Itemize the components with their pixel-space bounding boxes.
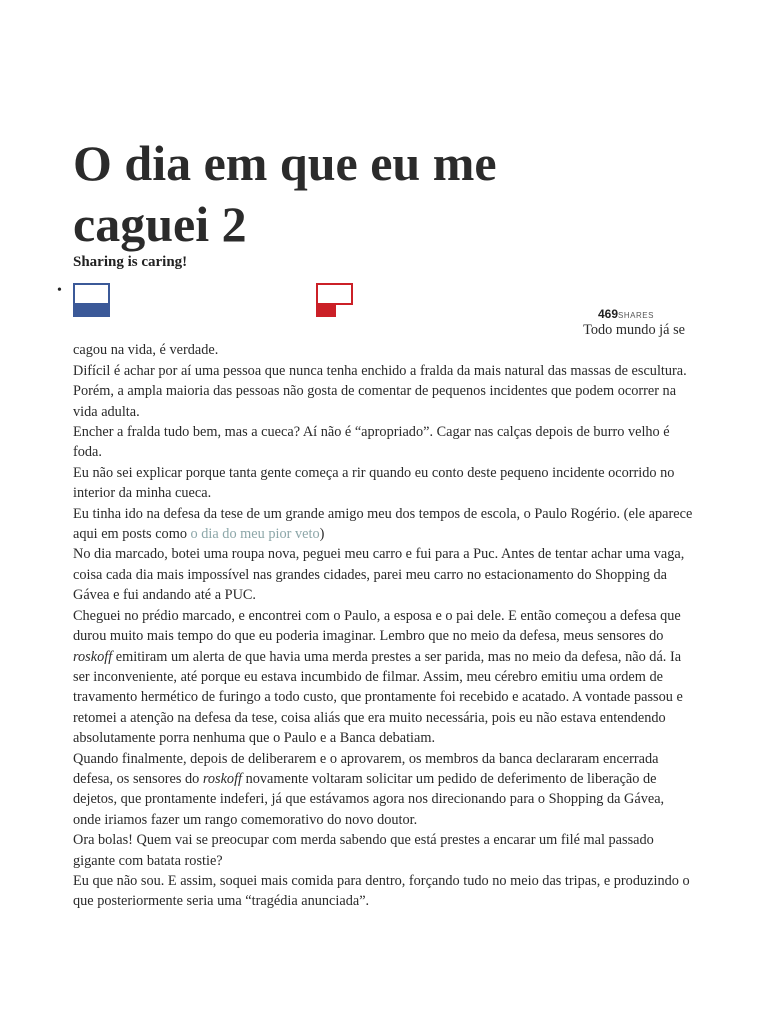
list-bullet: • bbox=[57, 283, 62, 298]
paragraph-text: Cheguei no prédio marcado, e encontrei com o Paulo, a esposa e o pai dele. E então começou a defesa que durou muito mais tempo do que eu poderia imaginar. Lembro que no meio da defesa, meus sensores do bbox=[73, 607, 681, 645]
article-lead-rest: cagou na vida, é verdade. bbox=[73, 342, 219, 359]
article-body bbox=[73, 320, 695, 912]
article-paragraph bbox=[73, 606, 695, 749]
share-count-unit: SHARES bbox=[618, 311, 654, 320]
paragraph-text: Eu tinha ido na defesa da tese de um grande amigo meu dos tempos de escola, o Paulo Rogério. (ele aparece aqui em posts como bbox=[73, 505, 693, 543]
article-paragraph: Difícil é achar por aí uma pessoa que nunca tenha enchido a fralda da mais natural das massas de escultura. Porém, a ampla maioria das pessoas não gosta de comentar de pequenos incidentes que podem ocorrer na vida adulta. bbox=[73, 362, 687, 420]
paragraph-text: emitiram um alerta de que havia uma merda prestes a ser parida, mas no meio da defesa, não dá. Ia ser inconveniente, até porque eu estava incumbido de filmar. Assim, meu cérebro emitiu uma ordem de travamento hermético de furingo a todo custo, que prontamente foi recebido e acatado. A vontade passou e retomei a atenção na defesa da tese, coisa aliás que era muito necessária, pois eu não estava entendendo absolutamente porra nenhuma que o Paulo e a Banca debatiam. bbox=[73, 648, 683, 747]
pinterest-share-bar bbox=[316, 305, 336, 317]
pinterest-share-icon bbox=[316, 283, 353, 305]
article-lead-first: Todo mundo já se bbox=[583, 322, 685, 338]
article-paragraph bbox=[73, 504, 695, 545]
paragraph-text: ) bbox=[319, 526, 325, 543]
paragraph-text: Quando finalmente, depois de deliberarem e o aprovarem, os membros da banca declararam encerrada defesa, os sensores do bbox=[73, 750, 659, 787]
facebook-share-bar bbox=[73, 305, 110, 317]
article-paragraph: Eu que não sou. E assim, soquei mais comida para dentro, forçando tudo no meio das tripas, e produzindo o que posteriormente seria uma “tragédia anunciada”. bbox=[73, 872, 690, 910]
pinterest-share-button[interactable] bbox=[316, 283, 353, 317]
article-paragraph: Eu não sei explicar porque tanta gente começa a rir quando eu conto deste pequeno incidente ocorrido no interior da minha cueca. bbox=[73, 464, 675, 502]
article-paragraph: Ora bolas! Quem vai se preocupar com merda sabendo que está prestes a encarar um filé mal passado gigante com batata rostie? bbox=[73, 832, 654, 869]
paragraph-text: novamente voltaram solicitar um pedido de deferimento de liberação de dejetos, que prontamente indeferi, já que estávamos agora nos direcionando para o Shopping da Gávea, onde iriamos fazer um rango comemorativo do novo doutor. bbox=[73, 770, 665, 828]
sharing-label: Sharing is caring! bbox=[73, 254, 188, 270]
pior-veto-link[interactable]: o dia do meu pior veto bbox=[190, 526, 320, 543]
emphasis-text: roskoff bbox=[202, 770, 243, 787]
page-title: O dia em que eu me caguei 2 bbox=[73, 135, 497, 252]
article-paragraph bbox=[73, 749, 695, 831]
share-count-number: 469 bbox=[598, 307, 619, 321]
emphasis-text: roskoff bbox=[73, 648, 113, 665]
article-paragraph: Encher a fralda tudo bem, mas a cueca? Aí não é “apropriado”. Cagar nas calças depois de burro velho é foda. bbox=[73, 424, 670, 461]
article-paragraph: No dia marcado, botei uma roupa nova, peguei meu carro e fui para a Puc. Antes de tentar achar uma vaga, coisa cada dia mais impossível nas grandes cidades, parei meu carro no estacionamento do Shopping da Gávea e fui andando até a PUC. bbox=[73, 546, 685, 604]
facebook-share-icon bbox=[73, 283, 110, 305]
facebook-share-button[interactable] bbox=[73, 283, 110, 317]
